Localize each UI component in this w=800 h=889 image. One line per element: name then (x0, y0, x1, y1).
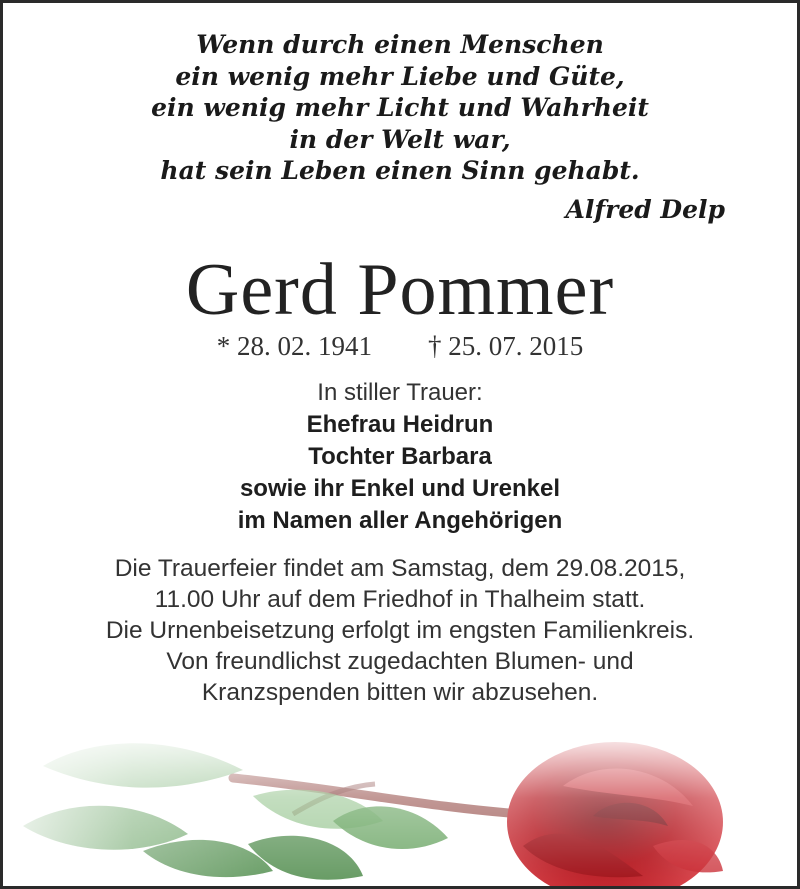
info-line: 11.00 Uhr auf dem Friedhof in Thalheim statt. (154, 586, 646, 613)
info-line: Die Urnenbeisetzung erfolgt im engsten Familienkreis. (105, 617, 695, 644)
quote-line: Wenn durch einen Menschen (196, 30, 604, 59)
death-date: † 25. 07. 2015 (428, 331, 584, 361)
mourners-block (3, 377, 797, 537)
service-info (3, 553, 797, 708)
mourners-intro: In stiller Trauer: (317, 379, 483, 406)
quote-line: hat sein Leben einen Sinn gehabt. (160, 156, 640, 185)
info-line: Die Trauerfeier findet am Samstag, dem 29.08.2015, (114, 555, 686, 582)
info-line: Kranzspenden bitten wir abzusehen. (201, 679, 599, 706)
mourner-line: Ehefrau Heidrun (306, 411, 494, 438)
info-line: Von freundlichst zugedachten Blumen- und (166, 648, 634, 675)
deceased-name: Gerd Pommer (185, 249, 615, 331)
rose-image (3, 726, 797, 886)
mourner-line: Tochter Barbara (308, 443, 492, 470)
mourner-line: im Namen aller Angehörigen (237, 507, 563, 534)
life-dates (3, 331, 797, 362)
quote-line: ein wenig mehr Liebe und Güte, (175, 61, 625, 91)
quote-block (3, 29, 797, 187)
mourner-line: sowie ihr Enkel und Urenkel (239, 475, 561, 502)
quote-author: Alfred Delp (565, 195, 725, 224)
birth-date: * 28. 02. 1941 (216, 331, 372, 361)
quote-line: ein wenig mehr Licht und Wahrheit (151, 93, 649, 122)
quote-line: in der Welt war, (289, 124, 511, 154)
rose-icon (3, 726, 797, 886)
